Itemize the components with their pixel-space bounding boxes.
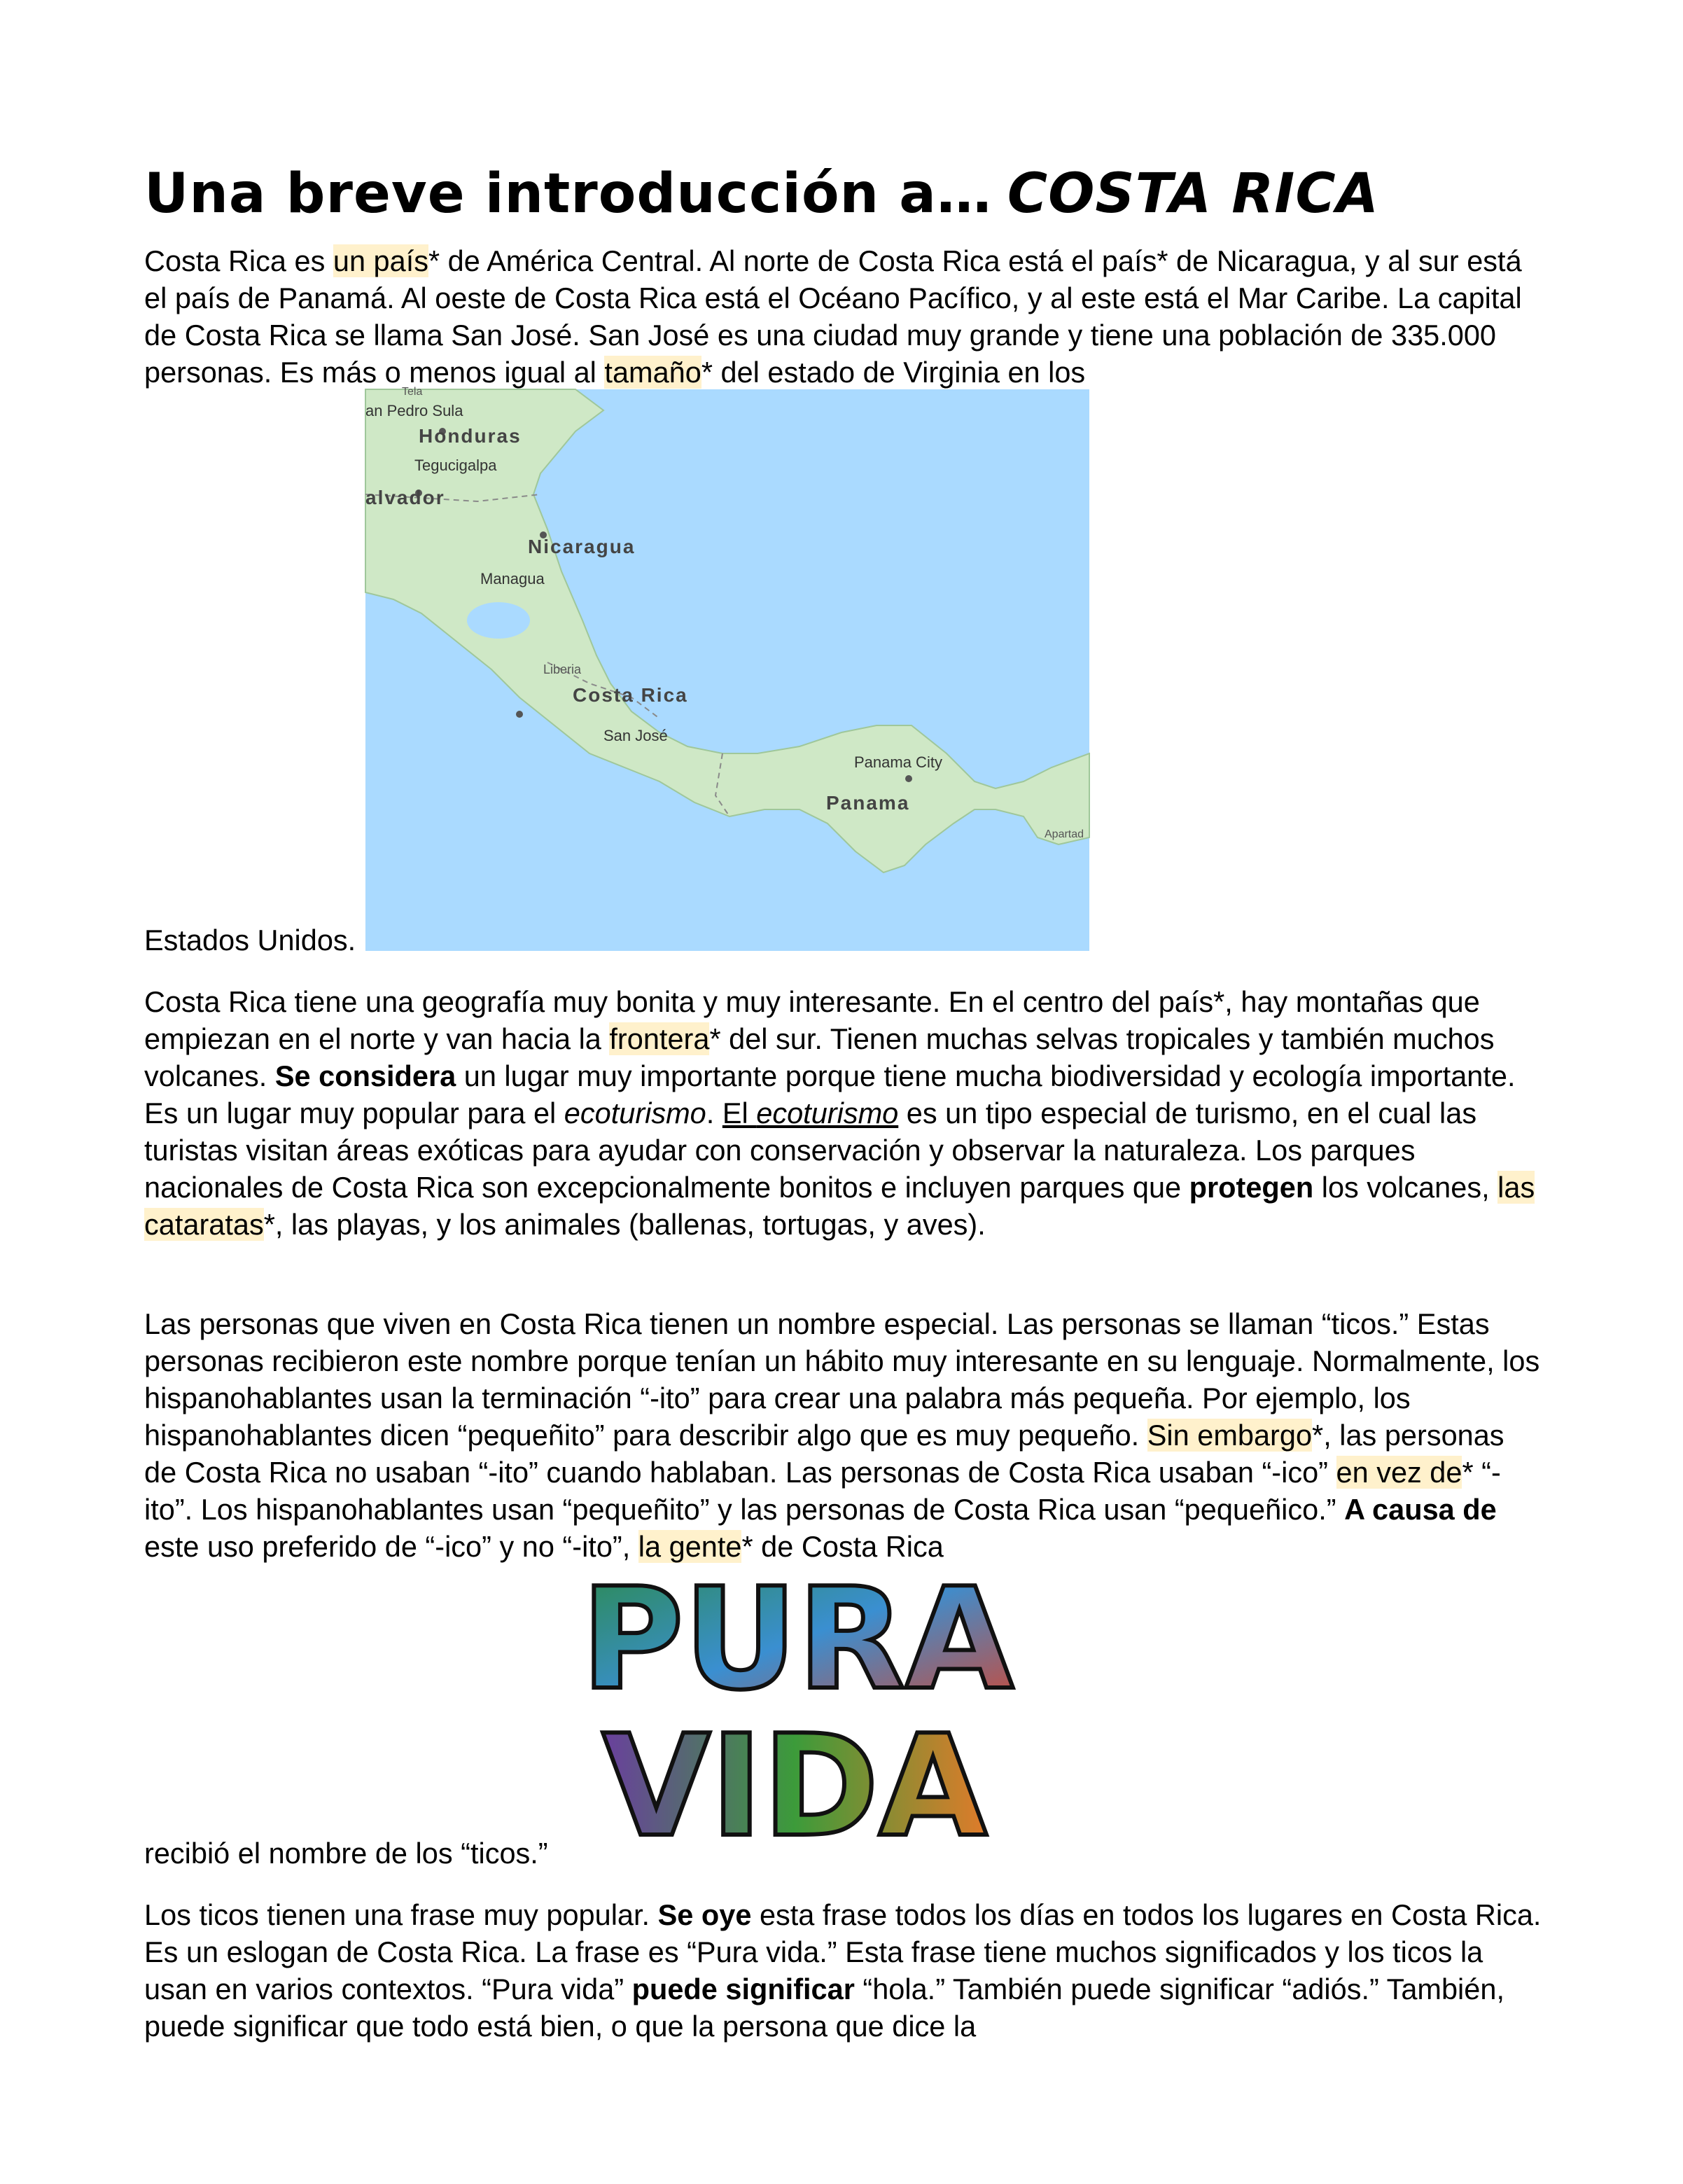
underlined-term: El [722, 1097, 757, 1129]
text-run: Los ticos tienen una frase muy popular. [144, 1898, 658, 1931]
highlight-term: en vez de [1336, 1456, 1462, 1489]
bold-term: protegen [1189, 1171, 1314, 1204]
map-city-dot [905, 775, 912, 782]
pura-vida-graphic [574, 1554, 1014, 1868]
map-label-sanjose: San José [603, 727, 668, 744]
map-label-nicaragua: Nicaragua [528, 536, 636, 557]
title-part-1: Una breve introducción a… [144, 162, 992, 225]
highlight-term: un país [333, 244, 428, 277]
bold-term: Se oye [657, 1898, 752, 1931]
text-run: . [706, 1097, 722, 1129]
text-run: * del estado de Virginia en los [701, 356, 1086, 389]
map-label-managua: Managua [480, 570, 545, 587]
text-run: * del sur. Tienen muchas selvas tropicales y también muchos volcanes. [144, 1022, 1495, 1092]
map-city-dot [516, 711, 523, 718]
text-run: un lugar muy importante porque tiene mucha biodiversidad y ecología importante. Es un lugar muy popular para el [144, 1059, 1516, 1129]
text-run: los volcanes, [1313, 1171, 1498, 1204]
text-run: *, las personas de Costa Rica no usaban “-ito” cuando hablaban. Las personas de Costa Rica usaban “-ico” [144, 1419, 1504, 1489]
map-label-apartado: Apartad [1045, 828, 1084, 840]
central-america-map [365, 386, 1089, 951]
text-run: * de Costa Rica [741, 1530, 944, 1563]
title-part-2: COSTA RICA [1007, 162, 1379, 225]
pura-vida-line-2: VIDA [602, 1705, 987, 1868]
map-label-salvador: alvador [365, 487, 445, 508]
paragraph-geography [144, 983, 1544, 1243]
text-run: * “-ito”. Los hispanohablantes usan “pequeñito” y las personas de Costa Rica usan “pequeñico.” [144, 1456, 1501, 1526]
highlight-term: tamaño [604, 356, 701, 389]
pura-vida-line-1: PURA [581, 1558, 1014, 1721]
highlight-term: frontera [609, 1022, 710, 1055]
map-label-tegucigalpa: Tegucigalpa [414, 457, 497, 474]
text-run: esta frase todos los días en todos los lugares en Costa Rica. Es un eslogan de Costa Rica. La frase es “Pura vida.” Esta frase tiene muchos significados y los ticos la usan en varios contextos. “Pura vida” [144, 1898, 1542, 2005]
highlight-term: la gente [638, 1530, 742, 1563]
text-run: * de América Central. Al norte de Costa Rica está el país* de Nicaragua, y al sur está el país de Panamá. Al oeste de Costa Rica está el Océano Pacífico, y al este está el Mar Caribe. La capital de Costa Rica se llama San José. San José es una ciudad muy grande y tiene una población de 335.000 personas. Es más o menos igual al [144, 244, 1522, 389]
text-run: Costa Rica tiene una geografía muy bonita y muy interesante. En el centro del país*, hay montañas que empiezan en el norte y van hacia la [144, 985, 1480, 1055]
map-label-tela: Tela [402, 386, 423, 398]
italic-term: ecoturismo [564, 1097, 706, 1129]
text-run: es un tipo especial de turismo, en el cual las turistas visitan áreas exóticas para ayudar con conservación y observar la naturaleza. Los parques nacionales de Costa Rica son excepcionalmente bonitos e incluyen parques que [144, 1097, 1477, 1204]
map-label-costarica: Costa Rica [573, 684, 688, 706]
paragraph-ticos-end: recibió el nombre de los “ticos.” [144, 1837, 548, 1870]
paragraph-ticos [144, 1305, 1544, 1565]
map-label-honduras: Honduras [419, 425, 522, 447]
paragraph-pura-vida [144, 1896, 1544, 2045]
text-run: este uso preferido de “-ico” y no “-ito”, [144, 1530, 638, 1563]
map-label-liberia: Liberia [543, 662, 582, 676]
map-label-panama: Panama [826, 792, 910, 814]
bold-term: Se considera [274, 1059, 456, 1092]
pura-vida-image [574, 1554, 1014, 1868]
text-run: *, las playas, y los animales (ballenas, tortugas, y aves). [263, 1208, 986, 1241]
highlight-term: Sin embargo [1147, 1419, 1313, 1452]
text-run: Las personas que viven en Costa Rica tienen un nombre especial. Las personas se llaman “ticos.” Estas personas recibieron este nombre porque tenían un hábito muy interesante en su lenguaje. Normalmente, los hispanohablantes usan la terminación “-ito” para crear una palabra más pequeña. Por ejemplo, los hispanohablantes dicen “pequeñito” para describir algo que es muy pequeño. [144, 1307, 1540, 1452]
bold-term: A causa de [1344, 1493, 1497, 1526]
underlined-italic-term: ecoturismo [756, 1097, 899, 1129]
highlight-term: las cataratas [144, 1171, 1535, 1241]
paragraph-intro-end: Estados Unidos. [144, 924, 356, 957]
map-label-panamacity: Panama City [854, 753, 942, 771]
lake-nicaragua [467, 602, 530, 639]
paragraph-intro [144, 242, 1544, 391]
page-title [144, 162, 1379, 225]
map-label-sanpedro: an Pedro Sula [365, 402, 463, 419]
text-run: Costa Rica es [144, 244, 333, 277]
text-run: “hola.” También puede significar “adiós.” También, puede significar que todo está bien, o que la persona que dice la [144, 1973, 1504, 2043]
bold-term: puede significar [631, 1973, 855, 2005]
map-image [365, 386, 1089, 951]
